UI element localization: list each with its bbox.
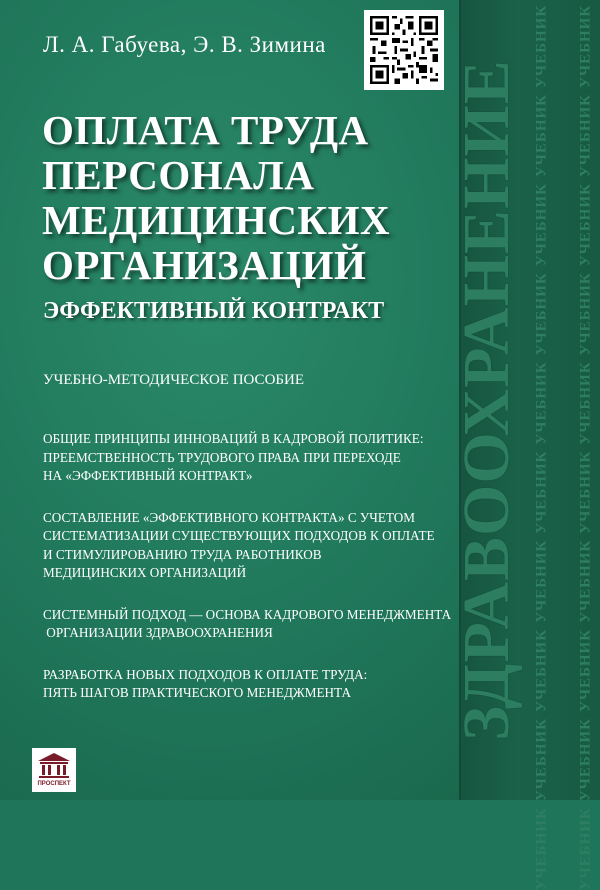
topic-item	[43, 666, 453, 703]
publication-type: УЧЕБНО-МЕТОДИЧЕСКОЕ ПОСОБИЕ	[43, 372, 305, 388]
topic-line: СОСТАВЛЕНИЕ «ЭФФЕКТИВНОГО КОНТРАКТА» С УЧЕТОМ	[43, 509, 416, 525]
topic-item	[43, 509, 453, 583]
series-title-vertical: ЗДРАВООХРАНЕНИЕ	[450, 59, 523, 741]
topic-line: НА «ЭФФЕКТИВНЫЙ КОНТРАКТ»	[43, 468, 253, 483]
qr-code-icon	[370, 16, 438, 84]
building-icon	[35, 751, 73, 779]
topic-line: И СТИМУЛИРОВАНИЮ ТРУДА РАБОТНИКОВ	[43, 546, 322, 562]
topic-line: ОБЩИЕ ПРИНЦИПЫ ИННОВАЦИЙ В КАДРОВОЙ ПОЛИТИКЕ:	[43, 431, 424, 446]
book-title	[42, 108, 452, 288]
repeat-column-2: УЧЕБНИКУЧЕБНИКУЧЕБНИКУЧЕБНИКУЧЕБНИКУЧЕБНИКУЧЕБНИКУЧЕБНИКУЧЕБНИКУЧЕБНИК	[577, 4, 594, 890]
qr-code[interactable]	[364, 10, 444, 90]
authors: Л. А. Габуева, Э. В. Зимина	[43, 32, 326, 57]
topics-list	[43, 430, 453, 726]
topic-line: ПРЕЕМСТВЕННОСТЬ ТРУДОВОГО ПРАВА ПРИ ПЕРЕХОДЕ	[43, 449, 401, 465]
topic-line: СИСТЕМНЫЙ ПОДХОД — ОСНОВА КАДРОВОГО МЕНЕДЖМЕНТА	[43, 606, 452, 622]
topic-line: ПЯТЬ ШАГОВ ПРАКТИЧЕСКОГО МЕНЕДЖМЕНТА	[43, 685, 351, 700]
topic-line: ОРГАНИЗАЦИИ ЗДРАВООХРАНЕНИЯ	[43, 625, 273, 640]
repeat-column-1: УЧЕБНИКУЧЕБНИКУЧЕБНИКУЧЕБНИКУЧЕБНИКУЧЕБНИКУЧЕБНИКУЧЕБНИКУЧЕБНИКУЧЕБНИК	[533, 4, 550, 890]
book-subtitle: ЭФФЕКТИВНЫЙ КОНТРАКТ	[43, 298, 385, 324]
publisher-logo	[32, 748, 76, 792]
publisher-name: ПРОСПЕКТ	[37, 781, 71, 787]
title-line: ОПЛАТА ТРУДА	[42, 107, 369, 153]
topic-line: РАЗРАБОТКА НОВЫХ ПОДХОДОВ К ОПЛАТЕ ТРУДА:	[43, 666, 368, 682]
title-line: ПЕРСОНАЛА	[42, 152, 315, 198]
topic-line: СИСТЕМАТИЗАЦИИ СУЩЕСТВУЮЩИХ ПОДХОДОВ К ОПЛАТЕ	[43, 528, 435, 543]
topic-line: МЕДИЦИНСКИХ ОРГАНИЗАЦИЙ	[43, 565, 247, 580]
topic-item	[43, 430, 453, 486]
topic-item	[43, 606, 453, 643]
title-line: ОРГАНИЗАЦИЙ	[42, 242, 367, 288]
title-line: МЕДИЦИНСКИХ	[42, 197, 391, 243]
